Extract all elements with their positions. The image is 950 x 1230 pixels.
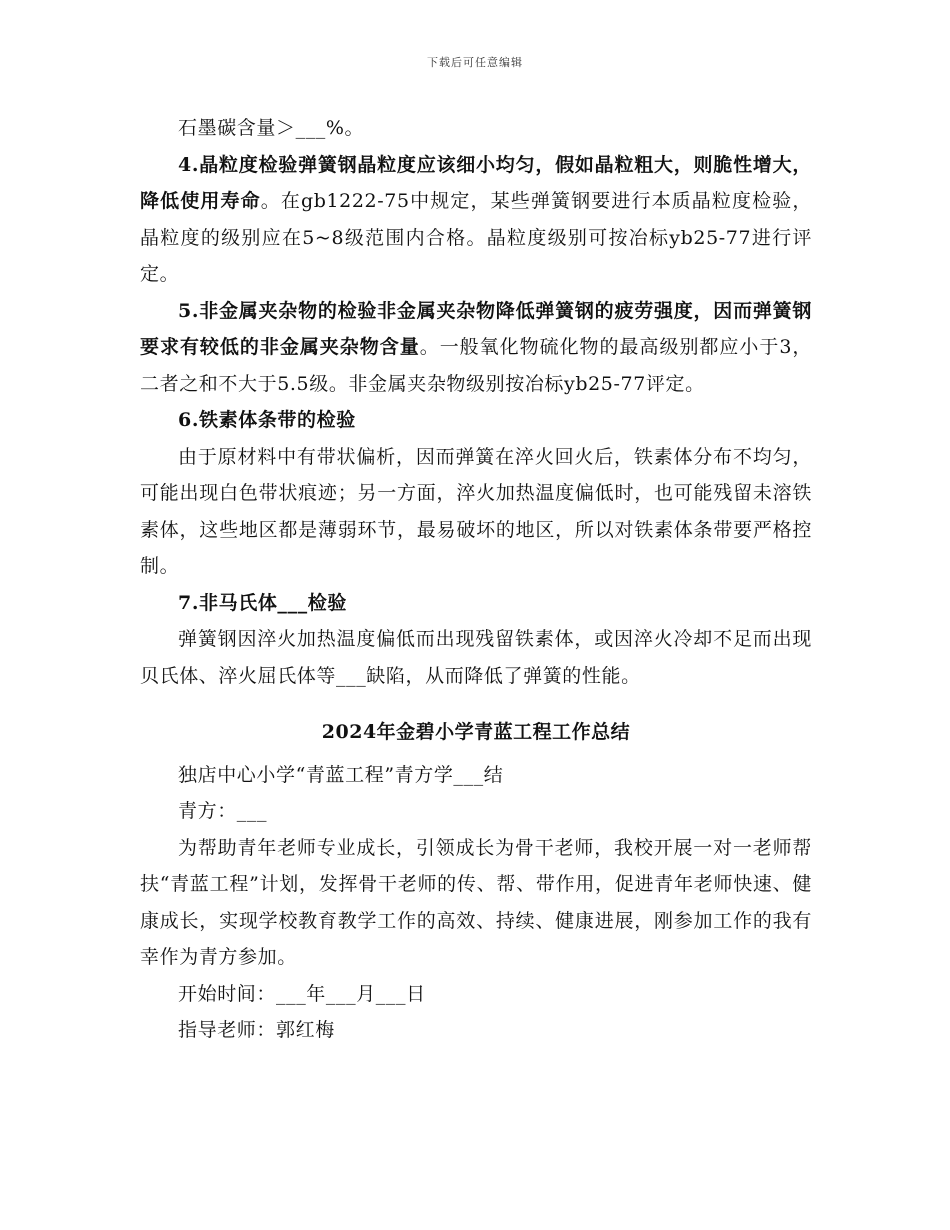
paragraph-program-intro: 为帮助青年老师专业成长，引领成长为骨干老师，我校开展一对一老师帮扶“青蓝工程”计划，发挥骨干老师的传、帮、带作用，促进青年老师快速、健康成长，实现学校教育教学工作的高效、持续、健康进展，刚参加工作的我有幸作为青方参加。 <box>140 836 812 968</box>
paragraph-qingfang: 青方：___ <box>178 800 268 822</box>
paragraph-inclusions-body: 。一般氧化物硫化物的最高级别都应小于3，二者之和不大于5.5级。非金属夹杂物级别按冶标yb25-77评定。 <box>140 336 813 395</box>
paragraph-grain-size-body: 。在gb1222-75中规定，某些弹簧钢要进行本质晶粒度检验，晶粒度的级别应在5~8级范围内合格。晶粒度级别可按冶标yb25-77进行评定。 <box>140 190 812 285</box>
paragraph-non-martensite: 弹簧钢因淬火加热温度偏低而出现残留铁素体，或因淬火冷却不足而出现贝氏体、淬火屈氏体等___缺陷，从而降低了弹簧的性能。 <box>140 628 812 687</box>
paragraph-grain-size-heading: 4.晶粒度检验弹簧钢晶粒度应该细小均匀，假如晶粒粗大，则脆性增大，降低使用寿命 <box>140 153 812 212</box>
page-header-note: 下载后可任意编辑 <box>427 56 523 69</box>
document-title: 2024年金碧小学青蓝工程工作总结 <box>321 721 631 743</box>
paragraph-inclusions <box>140 293 812 403</box>
paragraph-graphite-content: 石墨碳含量＞___%。 <box>178 117 365 139</box>
paragraph-grain-size <box>140 147 812 293</box>
heading-non-martensite: 7.非马氏体___检验 <box>178 591 347 614</box>
paragraph-mentor: 指导老师：郭红梅 <box>178 1019 335 1041</box>
document-body <box>140 110 812 1049</box>
paragraph-start-date: 开始时间：___年___月___日 <box>178 982 426 1005</box>
paragraph-ferrite-banding: 由于原材料中有带状偏析，因而弹簧在淬火回火后，铁素体分布不均匀，可能出现白色带状痕迹；另一方面，淬火加热温度偏低时，也可能残留未溶铁素体，这些地区都是薄弱环节，最易破坏的地区，所以对铁素体条带要严格控制。 <box>140 445 812 577</box>
paragraph-inclusions-heading: 5.非金属夹杂物的检验非金属夹杂物降低弹簧钢的疲劳强度，因而弹簧钢要求有较低的非金属夹杂物含量 <box>140 299 812 358</box>
heading-ferrite-banding: 6.铁素体条带的检验 <box>178 409 356 431</box>
paragraph-school-line: 独店中心小学“青蓝工程”青方学___结 <box>178 763 504 786</box>
